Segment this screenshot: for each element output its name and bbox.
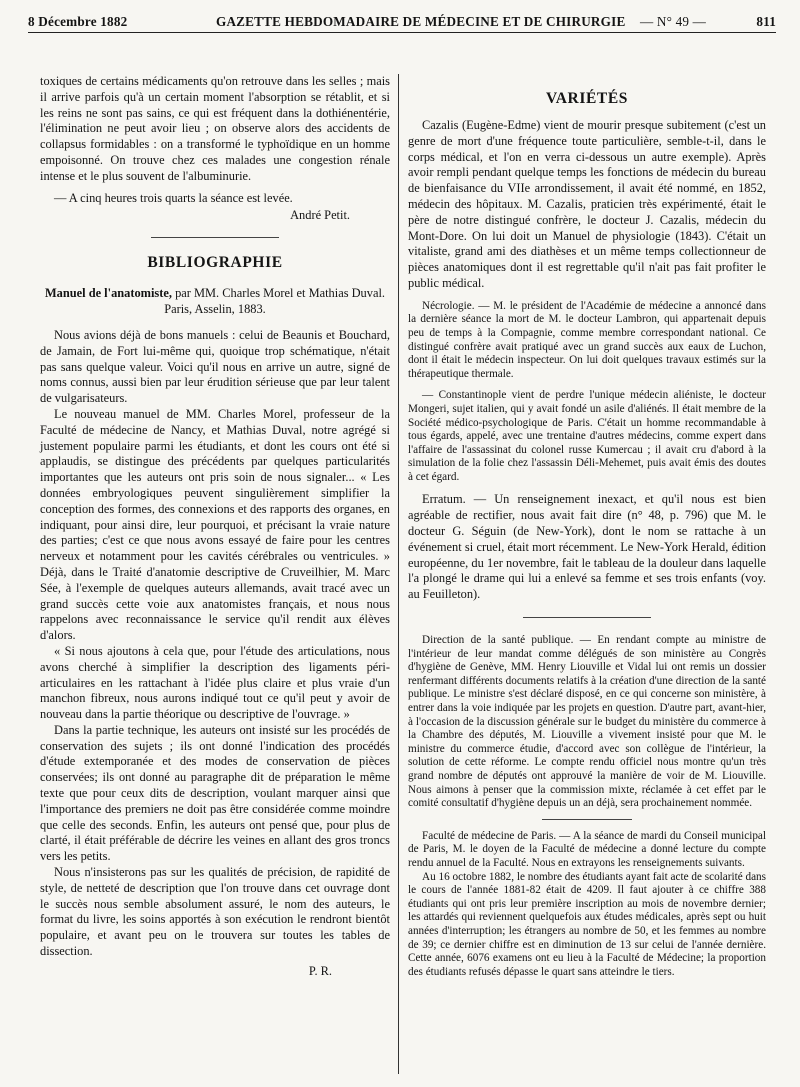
review-paragraph: Nous avions déjà de bons manuels : celui de Beaunis et Bouchard, de Jamain, de Fort lui-même qui, quoique trop schématique, n'était pas sans quelque valeur. Voici qu'il nous en arrive un autre, signé de noms connus, aussi bien par leur érudition sérieuse que par leur talent de vulgarisateurs.	[40, 327, 390, 406]
page-number: 811	[756, 14, 776, 29]
column-divider	[398, 74, 399, 1074]
separator-rule	[523, 617, 651, 618]
running-header	[28, 10, 776, 33]
book-reference	[40, 286, 390, 318]
section-title-bibliographie: BIBLIOGRAPHIE	[147, 254, 283, 272]
article-erratum: Erratum. — Un renseignement inexact, et qu'il nous est bien agréable de rectifier, nous avait fait dire (n° 48, p. 796) que M. le docteur G. Séguin (de New-York), dont le nom se rattache à un événement si cruel, était mort récemment. Le New-York Herald, édition européenne, du 1er novembre, fait le tableau de la douleur dans laquelle l'a plongé le drame qui lui a enlevé sa femme et ses trois enfants (voy. au Feuilleton).	[408, 492, 766, 602]
review-signature: P. R.	[308, 963, 332, 978]
continued-paragraph: toxiques de certains médicaments qu'on retrouve dans les selles ; mais il arrive parfois qu'à un certain moment l'absorption se rétablit, et si les reins ne sont pas sains, ce qui est fréquent dans la dothiénentérie, l'élimination ne peut avoir lieu ; on observe alors des accidents de collapsus formidables : on a transformé le typhoïdique en un homme empoisonné. On trouve chez ces malades une congestion rénale intense et le plus souvent de l'albuminurie.	[40, 74, 390, 183]
article-faculte-stats: Au 16 octobre 1882, le nombre des étudiants ayant fait acte de scolarité dans le cours de l'année 1881-82 était de 4209. Il faut ajouter à ce chiffre 388 étudiants qui ont pris leur première inscription au mois de novembre dernier; les attardés qui reviennent quelquefois aux études médicales, après sept ou huit années d'interruption; les étrangers au nombre de 50, et les femmes au nombre de 39; ce dernier chiffre est en diminution de 13 sur celui de l'année dernière. Cette année, 6076 examens ont eu lieu à la Faculté de Médecine; la proportion des étudiants refusés dépasse le quart sans atteindre le tiers.	[408, 870, 766, 978]
article-necrologie: Nécrologie. — M. le président de l'Académie de médecine a annoncé dans la dernière séance la mort de M. le docteur Lambron, qui appartenait depuis peu de temps à la Compagnie, comme membre correspondant national. Ce distingué confrère avait pratiqué avec un grand succès aux eaux de Luchon, dont il était le médecin inspecteur. On lui doit quelques travaux estimés sur la thérapeutique thermale.	[408, 299, 766, 380]
author-signature: André Petit.	[290, 208, 350, 223]
review-paragraph: Le nouveau manuel de MM. Charles Morel, professeur de la Faculté de médecine de Nancy, et Mathias Duval, notre agrégé si justement populaire parmi les étudiants, et dont les cours ont été si applaudis, se distingue des précédents par quelques particularités importantes que les auteurs ont pris soin de nous signaler... « Les données embryologiques peuvent singulièrement simplifier la conception des formes, des connexions et des rapports des organes, en indiquant, pour ainsi dire, leur pourquoi, et précisant la vraie nature des parties; c'est ce que nous avons essayé de faire pour les centres nerveux et notamment pour les cavités cérébrales ou ventricules. » Déjà, dans le Traité d'anatomie descriptive de Cruveilhier, M. Marc Sée, à l'exemple de quelques auteurs allemands, avait tracé avec un grand succès cette voie aux anatomistes français, et nous nous rappelons avec reconnaissance le service qu'il rendit aux élèves d'alors.	[40, 406, 390, 643]
issue-number: — N° 49 —	[640, 14, 707, 29]
section-title-varietes: VARIÉTÉS	[545, 90, 629, 107]
article-cazalis: Cazalis (Eugène-Edme) vient de mourir presque subitement (c'est un genre de mort d'une fréquence toute particulière, semble-t-il, dans le corps médical, et l'on en verra ci-dessous un autre exemple). Après avoir rempli pendant quelque temps les fonctions de médecin du bureau de bienfaisance du VIIe arrondissement, il avait été nommé, en 1852, médecin des hôpitaux. M. Cazalis, praticien très expérimenté, était le père de notre distingué confrère, le docteur J. Cazalis, médecin du Mont-Dore. On lui doit un Manuel de physiologie (1843). C'était un vitaliste, grand ami des diathèses et un même temps collectionneur de pièces anatomiques dont il est regrettable qu'il n'ait pas fait profiter le public médical.	[408, 118, 766, 290]
left-column	[40, 74, 390, 979]
book-authors: par MM. Charles Morel et Mathias Duval. Paris, Asselin, 1883.	[164, 286, 385, 317]
separator-rule	[151, 237, 279, 238]
review-paragraph: « Si nous ajoutons à cela que, pour l'étude des articulations, nous avons cherché à simplifier la description des ligaments péri-articulaires en les rattachant à l'idée plus claire et plus vraie d'un manchon fibreux, nous aurons indiqué tout ce qu'il peut y avoir de nouveau dans la partie théorique ou descriptive de l'ouvrage. »	[40, 643, 390, 722]
separator-rule	[542, 819, 632, 820]
article-faculte-intro: Faculté de médecine de Paris. — A la séance de mardi du Conseil municipal de Paris, M. le doyen de la Faculté de médecine a donné lecture du compte rendu annuel de la Faculté. Nous en extrayons les renseignements suivants.	[408, 829, 766, 869]
article-direction-sante: Direction de la santé publique. — En rendant compte au ministre de l'intérieur de leur mandat comme délégués de son ministère au Congrès d'hygiène de Genève, MM. Henry Liouville et Vidal lui ont remis un dossier renfermant différents documents relatifs à la création d'une direction de la santé publique. Le ministre s'est déclaré disposé, en ce qui concerne son ministère, à entrer dans la voie indiquée par les projets en question. D'autre part, avant-hier, à l'occasion de la discussion générale sur le budget du ministère du commerce à la Chambre des députés, M. Liouville a vivement insisté pour que M. le ministre du commerce étudie, d'accord avec son collègue de l'intérieur, la solution de cette réforme. Le compte rendu officiel nous montre qu'un très grand nombre de députés ont approuvé la manière de voir de M. Liouville. Nous aimons à penser que la commission mixte, réclamée à cet effet par le comité consultatif d'hygiène depuis un an déjà, sera prochainement nommée.	[408, 634, 766, 810]
issue-date: 8 Décembre 1882	[28, 14, 128, 29]
article-constantinople: — Constantinople vient de perdre l'unique médecin aliéniste, le docteur Mongeri, sujet italien, qui y avait fondé un asile d'aliénés. Il était membre de la Société médico-psychologique de Paris. C'était un homme recommandable à tous égards, appelé, avec une trentaine d'autres médecins, comme expert dans l'affaire de l'assassinat du colonel russe Kumercau ; il avait cru d'abord à la simulation de la folie chez l'assassin Déli-Mehemet, puis avait émis des doutes à cet égard.	[408, 389, 766, 483]
journal-title: GAZETTE HEBDOMADAIRE DE MÉDECINE ET DE CHIRURGIE	[216, 14, 626, 29]
review-paragraph: Nous n'insisterons pas sur les qualités de précision, de rapidité de style, de netteté de description que l'on trouve dans cet ouvrage dont le succès nous semble absolument assuré, le nom des auteurs, le format du livre, les soins apportés à son exécution le rendront bientôt populaire, et avant peu on le trouvera sur toutes les tables de dissection.	[40, 865, 390, 959]
review-paragraph: Dans la partie technique, les auteurs ont insisté sur les procédés de conservation des sujets ; ils ont donné l'indication des procédés d'étude extemporanée et des modes de conservation de pièces conservées; ils ont donné au paragraphe dit de préparation le même texte que pour ceux dits de description, voulant marquer ainsi que l'importance des premiers ne doit pas être considérée comme moindre que celle des seconds. Enfin, les auteurs ont pensé que, pour plus de clarté, il était préférable de décrire les veines en allant des gros troncs vers les petits.	[40, 722, 390, 864]
seance-closing: — A cinq heures trois quarts la séance est levée.	[54, 190, 293, 205]
right-column	[408, 74, 766, 979]
book-title: Manuel de l'anatomiste,	[44, 286, 172, 301]
